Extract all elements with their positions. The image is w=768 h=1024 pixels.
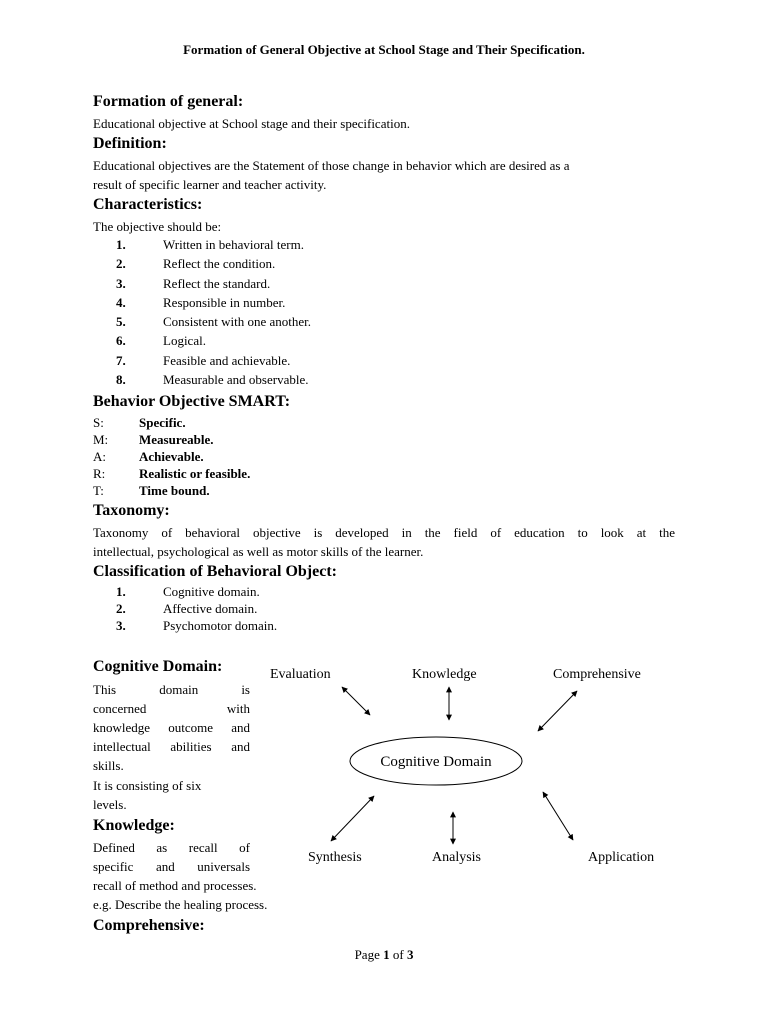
list-text: Reflect the standard. bbox=[163, 276, 271, 291]
list-number: 2. bbox=[116, 256, 126, 271]
list-item bbox=[116, 372, 308, 388]
list-item bbox=[116, 584, 260, 600]
page-of: of bbox=[392, 947, 404, 962]
characteristics-heading: Characteristics: bbox=[93, 196, 203, 213]
list-item bbox=[116, 333, 206, 349]
document-title: Formation of General Objective at School Stage and Their Specification. bbox=[183, 42, 585, 57]
classification-heading: Classification of Behavioral Object: bbox=[93, 563, 337, 580]
page-number bbox=[0, 947, 768, 963]
cognitive-line-1: This domain is bbox=[93, 682, 250, 697]
list-item bbox=[116, 353, 290, 369]
smart-item bbox=[93, 466, 250, 482]
list-item bbox=[116, 295, 285, 311]
smart-text: Specific. bbox=[139, 415, 186, 430]
list-text: Reflect the condition. bbox=[163, 256, 276, 271]
list-text: Consistent with one another. bbox=[163, 314, 312, 329]
list-number: 2. bbox=[116, 601, 126, 616]
list-item bbox=[116, 276, 270, 292]
list-item bbox=[116, 256, 275, 272]
arrow-application bbox=[543, 792, 573, 840]
list-text: Feasible and achievable. bbox=[163, 353, 291, 368]
formation-text: Educational objective at School stage and their specification. bbox=[93, 116, 410, 131]
smart-item bbox=[93, 432, 214, 448]
list-text: Written in behavioral term. bbox=[163, 237, 304, 252]
smart-heading: Behavior Objective SMART: bbox=[93, 393, 291, 410]
diagram-label-evaluation: Evaluation bbox=[270, 667, 331, 682]
diagram-label-knowledge: Knowledge bbox=[412, 667, 477, 682]
list-number: 3. bbox=[116, 276, 126, 291]
diagram-label-synthesis: Synthesis bbox=[308, 850, 362, 865]
definition-line-1: Educational objectives are the Statement of those change in behavior which are desired as a bbox=[93, 158, 570, 173]
diagram-label-application: Application bbox=[588, 850, 655, 865]
page-total: 3 bbox=[406, 947, 414, 962]
cognitive-extra-1: It is consisting of six bbox=[93, 778, 202, 793]
cognitive-extra-2: levels. bbox=[93, 797, 127, 812]
arrow-comprehensive bbox=[538, 691, 577, 731]
taxonomy-heading: Taxonomy: bbox=[93, 502, 170, 519]
list-number: 6. bbox=[116, 333, 126, 348]
list-number: 4. bbox=[116, 295, 126, 310]
smart-key: M: bbox=[93, 432, 109, 447]
characteristics-intro: The objective should be: bbox=[93, 219, 222, 234]
diagram-center-label: Cognitive Domain bbox=[380, 754, 492, 770]
knowledge-line-3: recall of method and processes. bbox=[93, 878, 257, 893]
list-item bbox=[116, 618, 277, 634]
formation-heading: Formation of general: bbox=[93, 93, 244, 110]
smart-text: Achievable. bbox=[139, 449, 204, 464]
list-text: Affective domain. bbox=[163, 601, 258, 616]
page-current: 1 bbox=[383, 947, 390, 962]
cognitive-line-3: knowledge outcome and bbox=[93, 720, 250, 735]
list-item bbox=[116, 237, 304, 253]
list-item bbox=[116, 601, 257, 617]
smart-item bbox=[93, 449, 204, 465]
page-prefix: Page bbox=[354, 947, 380, 962]
cognitive-line-2: concerned with bbox=[93, 701, 250, 716]
smart-text: Realistic or feasible. bbox=[139, 466, 251, 481]
cognitive-line-5: skills. bbox=[93, 758, 124, 773]
list-number: 1. bbox=[116, 584, 126, 599]
list-number: 7. bbox=[116, 353, 126, 368]
knowledge-heading: Knowledge: bbox=[93, 817, 175, 834]
smart-item bbox=[93, 483, 210, 499]
list-text: Psychomotor domain. bbox=[163, 618, 278, 633]
list-item bbox=[116, 314, 311, 330]
diagram-label-analysis: Analysis bbox=[432, 850, 481, 865]
smart-key: A: bbox=[93, 449, 106, 464]
definition-heading: Definition: bbox=[93, 135, 167, 152]
smart-key: T: bbox=[93, 483, 104, 498]
list-number: 5. bbox=[116, 314, 126, 329]
list-text: Measurable and observable. bbox=[163, 372, 309, 387]
list-number: 8. bbox=[116, 372, 126, 387]
diagram-label-comprehensive: Comprehensive bbox=[553, 667, 641, 682]
taxonomy-line-1: Taxonomy of behavioral objective is developed in the field of education to look at the bbox=[93, 525, 675, 540]
smart-item bbox=[93, 415, 186, 431]
list-number: 3. bbox=[116, 618, 126, 633]
arrow-evaluation bbox=[342, 687, 370, 715]
knowledge-line-4: e.g. Describe the healing process. bbox=[93, 897, 268, 912]
list-text: Logical. bbox=[163, 333, 206, 348]
cognitive-heading: Cognitive Domain: bbox=[93, 658, 223, 675]
definition-line-2: result of specific learner and teacher activity. bbox=[93, 177, 327, 192]
smart-key: R: bbox=[93, 466, 106, 481]
arrow-synthesis bbox=[331, 796, 374, 841]
list-number: 1. bbox=[116, 237, 126, 252]
smart-key: S: bbox=[93, 415, 104, 430]
list-text: Responsible in number. bbox=[163, 295, 286, 310]
knowledge-line-1: Defined as recall of bbox=[93, 840, 250, 855]
cognitive-domain-diagram bbox=[262, 658, 682, 878]
smart-text: Measureable. bbox=[139, 432, 214, 447]
smart-text: Time bound. bbox=[139, 483, 210, 498]
knowledge-line-2: specific and universals bbox=[93, 859, 250, 874]
taxonomy-line-2: intellectual, psychological as well as motor skills of the learner. bbox=[93, 544, 424, 559]
cognitive-line-4: intellectual abilities and bbox=[93, 739, 250, 754]
comprehensive-heading: Comprehensive: bbox=[93, 917, 205, 934]
list-text: Cognitive domain. bbox=[163, 584, 260, 599]
